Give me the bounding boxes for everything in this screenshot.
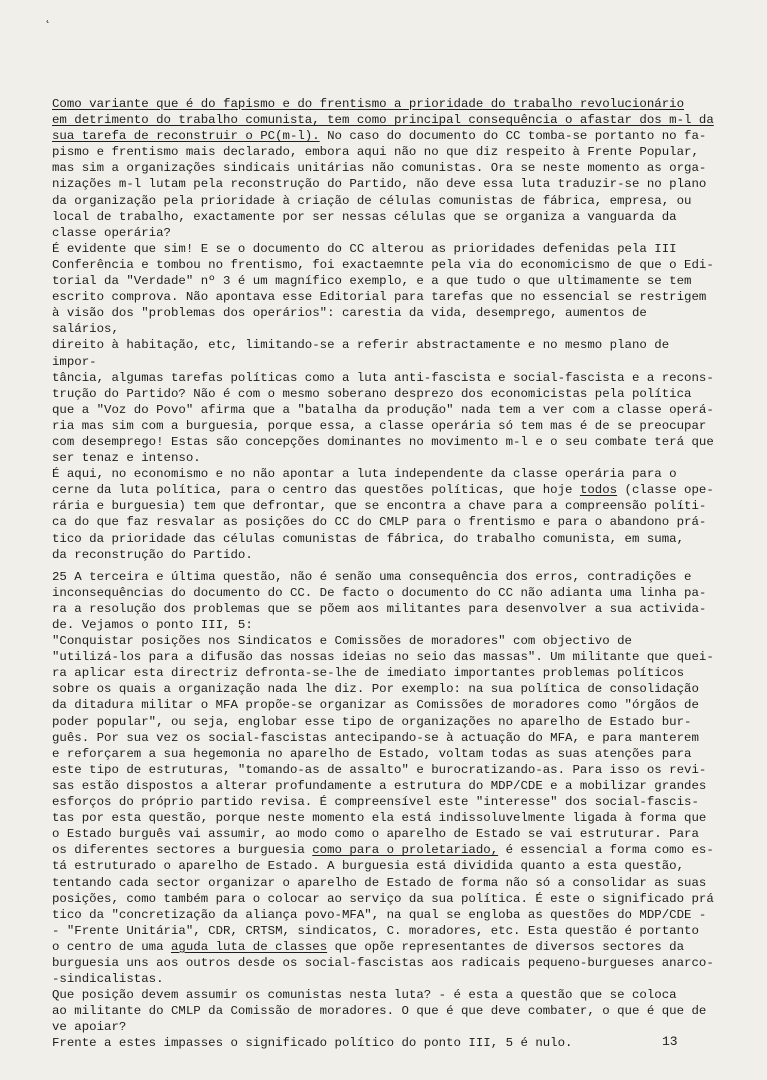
paragraph-5 xyxy=(52,633,716,987)
line: local de trabalho, exactamente por ser nessas células que se organiza a vanguarda da xyxy=(52,209,677,224)
line: ser tenaz e intenso. xyxy=(52,451,201,466)
line: É aqui, no economismo e no não apontar a luta independente da classe operária para o xyxy=(52,467,677,482)
line: todos xyxy=(579,483,618,498)
line: nizações m-l lutam pela reconstrução do Partido, não deve essa luta traduzir-se no plano xyxy=(52,177,707,192)
line: da ditadura militar o MFA propõe-se organizar as Comissões de moradores como "órgãos de xyxy=(52,698,699,713)
line: -sindicalistas. xyxy=(52,972,164,987)
line: 25 A terceira e última questão, não é senão uma consequência dos erros, contradições e xyxy=(52,569,692,584)
line: Conferência e tombou no frentismo, foi exactaemnte pela via do economicismo de que o Edi- xyxy=(52,257,714,272)
page-number: 13 xyxy=(662,1034,678,1049)
line: "utilizá-los para a difusão das nossas ideias no seio das massas". Um militante que quei- xyxy=(52,650,714,665)
line: Como variante que é do fapismo e do frentismo a prioridade do trabalho revolucionário xyxy=(52,97,685,111)
line: sua tarefa de reconstruir o PC(m-l). xyxy=(52,129,320,144)
line: cerne da luta política, para o centro das questões políticas, que hoje xyxy=(52,483,580,498)
line: aguda luta de classes xyxy=(170,939,328,954)
line: de. Vejamos o ponto III, 5: xyxy=(52,618,253,632)
line: - "Frente Unitária", CDR, CRTSM, sindicatos, C. moradores, etc. Esta questão é portanto xyxy=(52,923,699,938)
line: tância, algumas tarefas políticas como a luta anti-fascista e social-fascista e a recons- xyxy=(52,370,714,385)
paragraph-2 xyxy=(52,241,716,466)
paragraph-3 xyxy=(52,466,716,563)
line: sobre os quais a organização nada lhe diz. Por exemplo: na sua política de consolidação xyxy=(52,682,699,697)
line: que opõe representantes de diversos sectores da xyxy=(327,939,685,954)
line: ao militante do CMLP da Comissão de moradores. O que é que deve combater, o que é que de xyxy=(52,1004,707,1019)
line: da reconstrução do Partido. xyxy=(52,547,253,562)
line: à visão dos "problemas dos operários": carestia da vida, desemprego, aumentos de salários, xyxy=(52,306,647,337)
line: e reforçarem a sua hegemonia no aparelho de Estado, voltam todas as suas atenções para xyxy=(52,746,692,761)
line: ve apoiar? xyxy=(52,1020,127,1035)
line: trução do Partido? Não é com o mesmo soberano desprezo dos economicistas pela política xyxy=(52,386,692,401)
paragraph-4 xyxy=(52,569,716,633)
line: escrito comprova. Não apontava esse Editorial para tarefas que no essencial se restrigem xyxy=(52,290,707,305)
line: No caso do documento do CC tomba-se portanto no fa- xyxy=(319,129,707,144)
line: tico da prioridade das células comunistas de fábrica, do trabalho comunista, em suma, xyxy=(52,531,685,546)
line: em detrimento do trabalho comunista, tem como principal consequência o afastar dos m-l da xyxy=(52,113,714,128)
line: poder popular", ou seja, englobar esse tipo de organizações no aparelho de Estado bur- xyxy=(52,714,692,729)
line: o centro de uma xyxy=(52,939,171,954)
line: (classe ope- xyxy=(617,483,714,498)
corner-mark: ˛ xyxy=(44,10,52,24)
line: ria mas sim com a burguesia, porque essa, a classe operária só tem mas é de se preocupar xyxy=(52,418,707,433)
line: classe operária? xyxy=(52,225,171,240)
line: tá estruturado o aparelho de Estado. A burguesia está dividida quanto a esta questão, xyxy=(52,859,685,874)
line: burguesia uns aos outros desde os social-fascistas aos radicais pequeno-burgueses anarco- xyxy=(52,955,714,970)
line: rária e burguesia) tem que defrontar, que se encontra a chave para a compreensão políti- xyxy=(52,499,707,514)
line: pismo e frentismo mais declarado, embora aqui não no que diz respeito à Frente Popular, xyxy=(52,145,699,160)
line: sas estão dispostos a alterar profundamente a estrutura do MDP/CDE e a mobilizar grandes xyxy=(52,778,707,793)
line: Frente a estes impasses o significado político do ponto III, 5 é nulo. xyxy=(52,1036,573,1051)
paragraph-1 xyxy=(52,96,716,241)
line: da organização pela prioridade à criação de células comunistas de fábrica, empresa, ou xyxy=(52,193,692,208)
line: com desemprego! Estas são concepções dominantes no movimento m-l e o seu combate terá que xyxy=(52,434,714,449)
line: Que posição devem assumir os comunistas nesta luta? - é esta a questão que se coloca xyxy=(52,988,677,1003)
line: é essencial a forma como es- xyxy=(498,843,714,858)
line: esforços do próprio partido revisa. É compreensível este "interesse" dos social-fascis- xyxy=(52,795,699,810)
paragraph-7 xyxy=(52,1035,716,1051)
line: ra aplicar esta directriz defronta-se-lhe de imediato importantes problemas políticos xyxy=(52,666,685,681)
line: como para o proletariado, xyxy=(312,843,499,858)
line: o Estado burguês vai assumir, ao modo como o aparelho de Estado se vai estruturar. Para xyxy=(52,827,699,842)
line: posições, como também para o colocar ao serviço da sua política. É este o significado prá xyxy=(52,891,714,906)
line: ca do que faz resvalar as posições do CC do CMLP para o frentismo e para o abandono prá- xyxy=(52,515,707,530)
line: mas sim a organizações sindicais unitárias não comunistas. Ora se neste momento as orga- xyxy=(52,161,707,176)
line: torial da "Verdade" nº 3 é um magnífico exemplo, e a que tudo o que ultimamente se tem xyxy=(52,274,692,289)
line: tas por esta questão, porque neste momento ela está indissoluvelmente ligada à forma que xyxy=(52,811,707,826)
line: inconsequências do documento do CC. De facto o documento do CC não adianta uma linha pa- xyxy=(52,585,707,600)
line: guês. Por sua vez os social-fascistas antecipando-se à actuação do MFA, e para manterem xyxy=(52,730,699,745)
line: É evidente que sim! E se o documento do CC alterou as prioridades defenidas pela III xyxy=(52,241,677,256)
line: ra a resolução dos problemas que se põem aos militantes para desenvolver a sua activida- xyxy=(52,601,707,616)
line: que a "Voz do Povo" afirma que a "batalha da produção" nada tem a ver com a classe operá- xyxy=(52,402,714,417)
line: direito à habitação, etc, limitando-se a referir abstractamente e no mesmo plano de impor- xyxy=(52,338,670,369)
document-body xyxy=(52,96,716,1052)
line: tico da "concretização da aliança povo-MFA", na qual se engloba as questões do MDP/CDE - xyxy=(52,907,707,922)
line: "Conquistar posições nos Sindicatos e Comissões de moradores" com objectivo de xyxy=(52,634,632,649)
paragraph-6 xyxy=(52,987,716,1035)
line: tentando cada sector organizar o aparelho de Estado de forma não só a consolidar as suas xyxy=(52,875,707,890)
line: os diferentes sectores a burguesia xyxy=(52,843,313,858)
line: este tipo de estruturas, "tomando-as de assalto" e burocratizando-as. Para isso os revi- xyxy=(52,762,707,777)
